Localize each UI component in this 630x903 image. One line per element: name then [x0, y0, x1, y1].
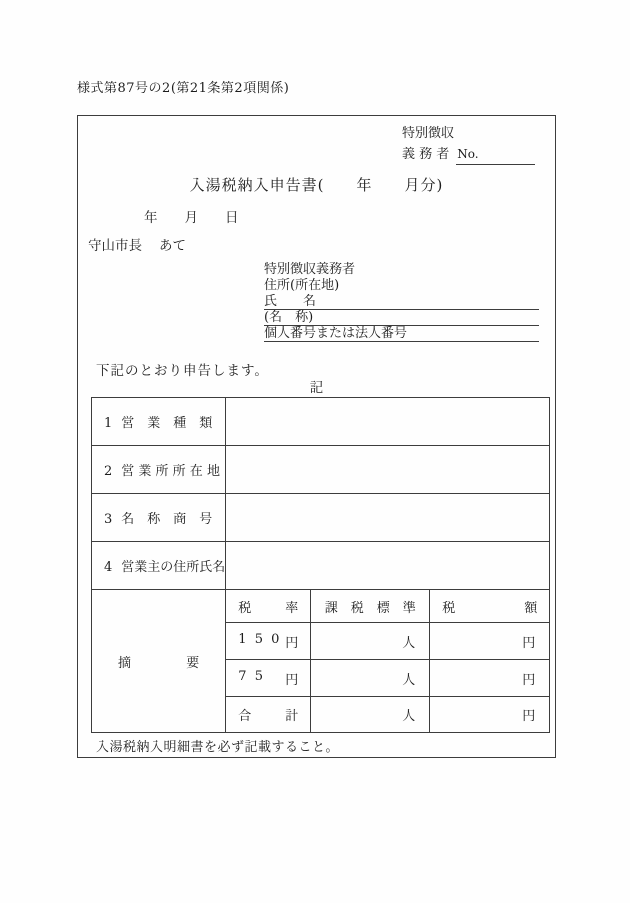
row-label-business-type	[92, 398, 226, 446]
collector-trade-name-field: (名 称)	[264, 310, 539, 326]
row-label-text: 営 業 種 類	[121, 416, 213, 431]
row-number: 3	[104, 512, 113, 527]
form-number: 様式第87号の2(第21条第2項関係)	[77, 81, 290, 96]
total-label-left: 合	[238, 709, 252, 724]
summary-label-right: 要	[186, 655, 200, 671]
row-label-text: 営業主の住所氏名	[121, 560, 226, 575]
table-row-business-type	[92, 398, 550, 446]
row-label-owner-address	[92, 542, 226, 590]
row-label-trade-name	[92, 494, 226, 542]
collector-corner-line2	[402, 144, 535, 165]
rate-unit: 円	[285, 672, 299, 688]
rate-cell-total	[226, 697, 311, 733]
tax-base-unit: 人	[402, 709, 416, 724]
date-field: 年 月 日	[144, 210, 239, 226]
row-value-business-type	[226, 398, 550, 446]
rate-unit: 円	[285, 635, 299, 651]
rate-header-row	[92, 590, 550, 623]
row-value-owner-address	[226, 542, 550, 590]
row-value-trade-name	[226, 494, 550, 542]
row-number: 1	[104, 416, 113, 431]
tax-base-unit: 人	[402, 635, 416, 651]
tax-base-header-cell: 課 税 標 準	[311, 590, 430, 623]
tax-amount-unit: 円	[522, 672, 536, 688]
collector-address-label: 住所(所在地)	[264, 278, 340, 293]
collector-number-field: No.	[456, 145, 535, 165]
rate-header-right: 率	[285, 600, 299, 616]
tax-base-cell-total	[311, 697, 430, 733]
collector-heading: 特別徴収義務者	[264, 262, 356, 277]
collector-corner-label: 義 務 者	[402, 147, 450, 162]
rate-header-cell	[226, 590, 311, 623]
tax-amount-header-cell	[430, 590, 550, 623]
tax-base-unit: 人	[402, 672, 416, 688]
footer-note: 入湯税納入明細書を必ず記載すること。	[96, 740, 340, 755]
tax-amount-cell-150	[430, 623, 550, 660]
row-label-office-location	[92, 446, 226, 494]
rate-value: 7 5	[238, 668, 265, 684]
amount-header-left: 税	[442, 600, 456, 616]
summary-label-left: 摘	[118, 655, 132, 671]
rate-value: 1 5 0	[238, 631, 282, 647]
collector-corner-line1: 特別徴収	[402, 126, 455, 141]
rate-cell-150	[226, 623, 311, 660]
rate-header-left: 税	[238, 600, 252, 616]
addressee-name: 守山市長	[88, 238, 142, 254]
row-label-text: 営 業 所 所 在 地	[121, 464, 220, 479]
tax-amount-unit: 円	[522, 709, 536, 724]
amount-header-right: 額	[524, 600, 538, 616]
record-heading: 記	[309, 380, 324, 396]
tax-amount-unit: 円	[522, 635, 536, 651]
tax-base-cell-75	[311, 660, 430, 697]
row-number: 2	[104, 464, 113, 479]
row-number: 4	[104, 560, 113, 575]
form-title: 入湯税納入申告書( 年 月分)	[189, 176, 444, 194]
summary-cell	[92, 590, 226, 733]
addressee-line	[88, 234, 186, 254]
table-row-office-location	[92, 446, 550, 494]
addressee-suffix: あて	[159, 238, 186, 254]
tax-base-cell-150	[311, 623, 430, 660]
declaration-table	[91, 397, 550, 733]
row-value-office-location	[226, 446, 550, 494]
collector-id-number-field: 個人番号または法人番号	[264, 326, 539, 342]
form-frame	[77, 115, 556, 758]
collector-name-field: 氏 名	[264, 294, 539, 310]
row-label-text: 名 称 商 号	[121, 512, 213, 527]
tax-amount-cell-75	[430, 660, 550, 697]
table-row-trade-name	[92, 494, 550, 542]
total-label-right: 計	[285, 709, 299, 724]
tax-amount-cell-total	[430, 697, 550, 733]
collector-corner	[402, 123, 535, 165]
table-row-owner-address	[92, 542, 550, 590]
collector-block	[264, 262, 539, 342]
rate-cell-75	[226, 660, 311, 697]
declaration-statement: 下記のとおり申告します。	[96, 363, 269, 379]
